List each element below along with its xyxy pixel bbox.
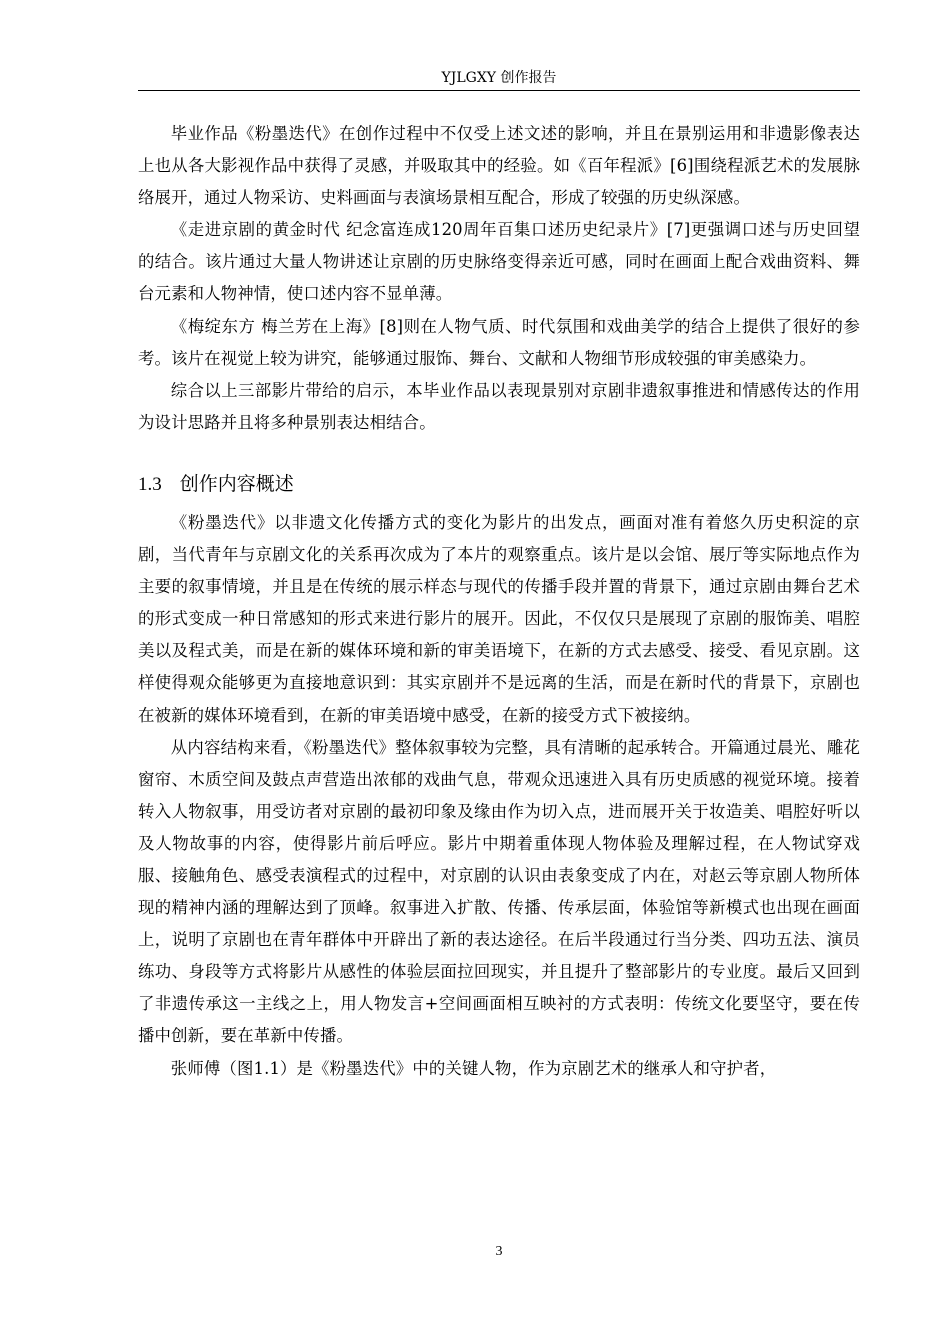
paragraph: 综合以上三部影片带给的启示，本毕业作品以表现景别对京剧非遗叙事推进和情感传达的作用为设计思路并且将多种景别表达相结合。	[138, 380, 860, 432]
paragraph: 毕业作品《粉墨迭代》在创作过程中不仅受上述文述的影响，并且在景别运用和非遗影像表达上也从各大影视作品中获得了灵感，并吸取其中的经验。如《百年程派》[6]围绕程派艺术的发展脉络展开，通过人物采访、史料画面与表演场景相互配合，形成了较强的历史纵深感。	[138, 124, 860, 208]
section-number: 1.3	[138, 473, 162, 495]
section-title: 创作内容概述	[179, 472, 294, 495]
page-number: 3	[495, 1244, 503, 1259]
paragraph: 从内容结构来看，《粉墨迭代》整体叙事较为完整，具有清晰的起承转合。开篇通过晨光、雕花窗帘、木质空间及鼓点声营造出浓郁的戏曲气息，带观众迅速进入具有历史质感的视觉环境。接着转入人物叙事，用受访者对京剧的最初印象及缘由作为切入点，进而展开关于妆造美、唱腔好听以及人物故事的内容，使得影片前后呼应。影片中期着重体现人物体验及理解过程，在人物试穿戏服、接触角色、感受表演程式的过程中，对京剧的认识由表象变成了内在，对赵云等京剧人物所体现的精神内涵的理解达到了顶峰。叙事进入扩散、传播、传承层面，体验馆等新模式也出现在画面上，说明了京剧也在青年群体中开辟出了新的表达途径。在后半段通过行当分类、四功五法、演员练功、身段等方式将影片从感性的体验层面拉回现实，并且提升了整部影片的专业度。最后又回到了非遗传承这一主线之上，用人物发言+空间画面相互映衬的方式表明：传统文化要坚守，要在传播中创新，要在革新中传播。	[138, 737, 860, 1046]
page-header	[138, 66, 860, 91]
paragraph: 《梅绽东方 梅兰芳在上海》[8]则在人物气质、时代氛围和戏曲美学的结合上提供了很好的参考。该片在视觉上较为讲究，能够通过服饰、舞台、文献和人物细节形成较强的审美感染力。	[138, 316, 860, 368]
section-heading	[138, 461, 860, 507]
paragraph: 《走进京剧的黄金时代 纪念富连成120周年百集口述历史纪录片》[7]更强调口述与历史回望的结合。该片通过大量人物讲述让京剧的历史脉络变得亲近可感，同时在画面上配合戏曲资料、舞台元素和人物神情，使口述内容不显单薄。	[138, 220, 860, 304]
paragraph: 张师傅（图1.1）是《粉墨迭代》中的关键人物，作为京剧艺术的继承人和守护者，	[170, 1058, 777, 1078]
header-title: YJLGXY 创作报告	[441, 70, 557, 86]
document-body	[138, 118, 860, 1085]
paragraph: 《粉墨迭代》以非遗文化传播方式的变化为影片的出发点，画面对准有着悠久历史积淀的京剧，当代青年与京剧文化的关系再次成为了本片的观察重点。该片是以会馆、展厅等实际地点作为主要的叙事情境，并且是在传统的展示样态与现代的传播手段并置的背景下，通过京剧由舞台艺术的形式变成一种日常感知的形式来进行影片的展开。因此，不仅仅只是展现了京剧的服饰美、唱腔美以及程式美，而是在新的媒体环境和新的审美语境下，在新的方式去感受、接受、看见京剧。这样使得观众能够更为直接地意识到：其实京剧并不是远离的生活，而是在新时代的背景下，京剧也在被新的媒体环境看到，在新的审美语境中感受，在新的接受方式下被接纳。	[138, 512, 860, 725]
